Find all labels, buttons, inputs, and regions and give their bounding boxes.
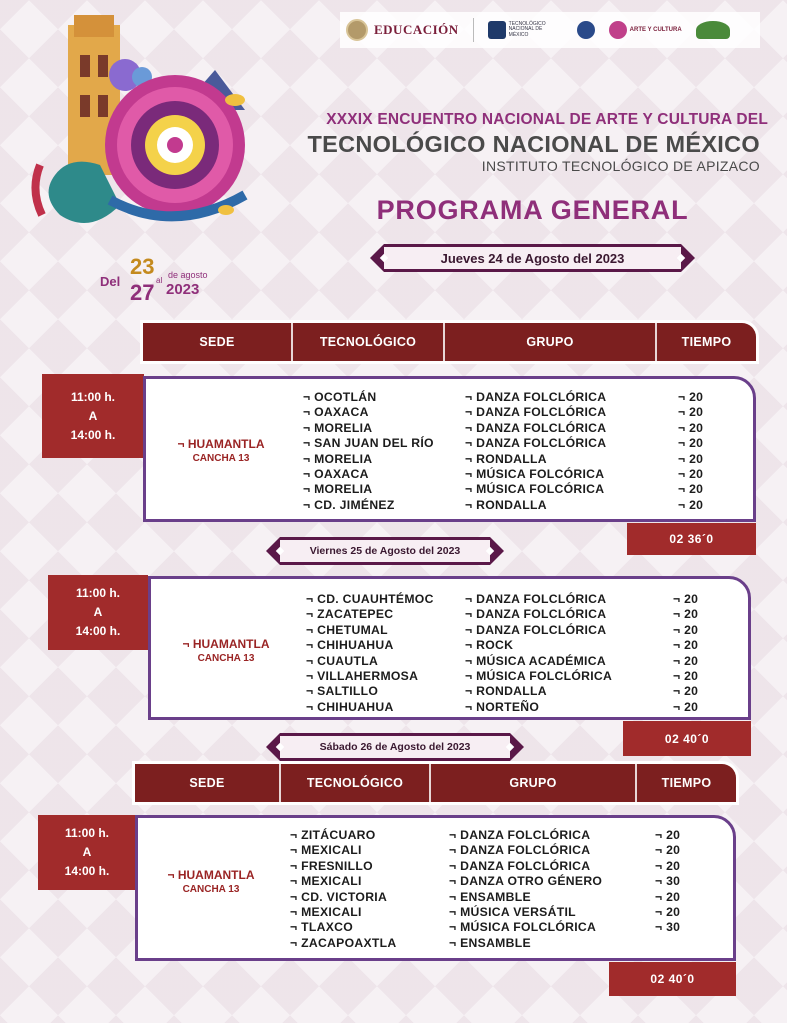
list-item: ¬ 20: [655, 905, 681, 920]
list-item: ¬ MÚSICA ACADÉMICA: [465, 653, 606, 668]
grupo-list: [465, 390, 606, 513]
page-title: PROGRAMA GENERAL: [376, 195, 689, 225]
list-item: ¬ 20: [678, 420, 704, 435]
list-item: ¬ CD. JIMÉNEZ: [303, 497, 395, 512]
list-item: ¬ RONDALLA: [465, 497, 547, 512]
sede-sub: CANCHA 13: [197, 653, 255, 664]
tiempo-list: [678, 390, 703, 513]
list-item: ¬ ENSAMBLE: [449, 935, 531, 950]
list-item: ¬ DANZA FOLCLÓRICA: [465, 592, 607, 606]
grupo-list: [449, 828, 602, 951]
list-item: ¬ 20: [673, 699, 699, 714]
header-tecnologico: TECNOLÓGICO: [293, 323, 445, 361]
list-item: ¬ 20: [678, 497, 704, 512]
list-item: ¬ DANZA FOLCLÓRICA: [449, 843, 591, 858]
list-item: ¬ MÚSICA FOLCLÓRICA: [449, 920, 597, 935]
list-item: ¬ DANZA FOLCLÓRICA: [449, 828, 591, 842]
day-ribbon: [266, 733, 524, 761]
time-end: 14:00 h.: [75, 624, 121, 638]
list-item: ¬ RONDALLA: [465, 684, 547, 699]
header-tecnologico: TECNOLÓGICO: [281, 764, 431, 802]
list-item: ¬ 20: [655, 828, 681, 842]
list-item: ¬ CHETUMAL: [306, 622, 388, 637]
apizaco-logo: [696, 21, 730, 39]
time-range: [42, 374, 144, 458]
list-item: ¬ 20: [673, 622, 699, 637]
list-item: ¬ 20: [678, 436, 704, 451]
list-item: ¬ OAXACA: [303, 467, 369, 482]
list-item: ¬ CUAUTLA: [306, 653, 379, 668]
date-badge-al: al: [156, 276, 163, 285]
list-item: ¬ 20: [673, 653, 699, 668]
grupo-list: [465, 592, 612, 715]
list-item: ¬ MEXICALI: [290, 905, 362, 920]
list-item: ¬ 20: [673, 669, 699, 684]
list-item: ¬ NORTEÑO: [465, 699, 540, 714]
list-item: ¬ 20: [678, 467, 704, 482]
mountain-icon: [696, 21, 730, 39]
time-sep: A: [82, 845, 92, 859]
time-range: [38, 815, 136, 890]
tiempo-list: [673, 592, 698, 715]
list-item: ¬ MÚSICA FOLCÓRICA: [465, 482, 605, 497]
header-grupo: GRUPO: [431, 764, 637, 802]
day-date: Jueves 24 de Agosto del 2023: [384, 244, 681, 272]
total-time: 02 36´0: [627, 523, 756, 555]
schedule-card: [135, 815, 736, 961]
list-item: ¬ 30: [655, 874, 681, 889]
time-start: 11:00 h.: [64, 826, 110, 840]
list-item: ¬ 20: [678, 390, 704, 404]
time-range: [48, 575, 148, 650]
header-grupo: GRUPO: [445, 323, 657, 361]
educacion-logo: [346, 19, 459, 41]
tiempo-list: [655, 828, 680, 936]
institution-title: TECNOLÓGICO NACIONAL DE MÉXICO: [307, 131, 760, 157]
day-date: Viernes 25 de Agosto del 2023: [280, 537, 490, 565]
list-item: ¬ OAXACA: [303, 405, 369, 420]
anniversary-icon: [577, 21, 595, 39]
arte-cultura-label: ARTE Y CULTURA: [629, 26, 682, 33]
list-item: ¬ 20: [673, 638, 699, 653]
day-date: Sábado 26 de Agosto del 2023: [280, 733, 510, 761]
list-item: ¬ 20: [673, 607, 699, 622]
list-item: ¬ DANZA FOLCLÓRICA: [465, 390, 607, 404]
day-ribbon: [370, 244, 695, 272]
list-item: ¬ FRESNILLO: [290, 858, 373, 873]
list-item: ¬ 20: [655, 843, 681, 858]
header-sede: SEDE: [143, 323, 293, 361]
sede-name: ¬ HUAMANTLA: [167, 868, 255, 882]
divider: [473, 18, 474, 42]
time-end: 14:00 h.: [70, 427, 116, 442]
date-badge-end: 27: [130, 280, 155, 305]
list-item: ¬ DANZA FOLCLÓRICA: [449, 858, 591, 873]
header-logos: [340, 12, 760, 48]
tecnologico-list: [303, 390, 434, 513]
list-item: ¬ DANZA FOLCLÓRICA: [465, 436, 607, 451]
list-item: ¬ CD. CUAUHTÉMOC: [306, 592, 434, 606]
list-item: ¬ 20: [673, 592, 699, 606]
list-item: ¬ ZITÁCUARO: [290, 828, 376, 842]
list-item: ¬ DANZA FOLCLÓRICA: [465, 622, 607, 637]
list-item: ¬ DANZA OTRO GÉNERO: [449, 874, 603, 889]
header-sede: SEDE: [135, 764, 281, 802]
time-start: 11:00 h.: [70, 389, 116, 404]
time-sep: A: [93, 605, 103, 619]
date-badge-month: de agosto: [168, 270, 208, 280]
list-item: ¬ ENSAMBLE: [449, 889, 531, 904]
list-item: ¬ MÚSICA VERSÁTIL: [449, 905, 576, 920]
schedule-card: [143, 376, 756, 522]
list-item: ¬ CHIHUAHUA: [306, 699, 394, 714]
sede-name: ¬ HUAMANTLA: [177, 437, 265, 451]
total-time: 02 40´0: [609, 962, 736, 996]
list-item: ¬ 20: [678, 482, 704, 497]
date-badge-del: Del: [100, 274, 121, 289]
tecnm-label: TECNOLÓGICO NACIONAL DE MÉXICO: [508, 20, 546, 38]
arte-cultura-logo: [609, 21, 682, 39]
time-end: 14:00 h.: [64, 864, 110, 878]
list-item: ¬ TLAXCO: [290, 920, 354, 935]
table-header: [143, 323, 756, 361]
list-item: ¬ CHIHUAHUA: [306, 638, 394, 653]
schedule-card: [148, 576, 751, 720]
date-badge-start: 23: [130, 254, 155, 279]
sede-name: ¬ HUAMANTLA: [182, 637, 270, 651]
sede-sub: CANCHA 13: [192, 453, 250, 464]
time-sep: A: [88, 408, 98, 423]
table-header: [135, 764, 736, 802]
time-start: 11:00 h.: [75, 586, 121, 600]
list-item: ¬ MÚSICA FOLCLÓRICA: [465, 669, 613, 684]
list-item: ¬ DANZA FOLCLÓRICA: [465, 405, 607, 420]
list-item: ¬ ZACATEPEC: [306, 607, 394, 622]
educacion-label: EDUCACIÓN: [374, 22, 459, 37]
list-item: ¬ 20: [655, 889, 681, 904]
list-item: ¬ RONDALLA: [465, 451, 547, 466]
anniversary-logo: [577, 21, 595, 39]
festival-illustration: [30, 15, 280, 245]
tecnm-icon: [488, 21, 506, 39]
seal-icon: [346, 19, 368, 41]
list-item: ¬ DANZA FOLCLÓRICA: [465, 607, 607, 622]
header-tiempo: TIEMPO: [661, 776, 712, 790]
sede-cell: [151, 637, 301, 664]
list-item: ¬ ROCK: [465, 638, 514, 653]
list-item: ¬ 20: [655, 858, 681, 873]
sede-sub: CANCHA 13: [182, 884, 240, 895]
list-item: ¬ SAN JUAN DEL RÍO: [303, 436, 434, 451]
tecnm-logo: [488, 21, 563, 39]
list-item: ¬ MEXICALI: [290, 874, 362, 889]
list-item: ¬ MÚSICA FOLCÓRICA: [465, 467, 605, 482]
list-item: ¬ MEXICALI: [290, 843, 362, 858]
date-badge-year: 2023: [166, 281, 200, 298]
list-item: ¬ MORELIA: [303, 420, 373, 435]
tecnologico-list: [290, 828, 396, 951]
sede-cell: [146, 437, 296, 464]
list-item: ¬ OCOTLÁN: [303, 390, 377, 404]
date-badge: [92, 254, 222, 306]
list-item: ¬ SALTILLO: [306, 684, 379, 699]
list-item: ¬ 20: [678, 405, 704, 420]
sede-cell: [138, 868, 284, 895]
tecnologico-list: [306, 592, 434, 715]
list-item: ¬ 20: [673, 684, 699, 699]
host-subtitle: INSTITUTO TECNOLÓGICO DE APIZACO: [481, 158, 760, 174]
header-tiempo: TIEMPO: [681, 335, 732, 349]
list-item: ¬ CD. VICTORIA: [290, 889, 388, 904]
list-item: ¬ DANZA FOLCLÓRICA: [465, 420, 607, 435]
flower-icon: [609, 21, 627, 39]
list-item: ¬ ZACAPOAXTLA: [290, 935, 397, 950]
total-time: 02 40´0: [623, 721, 751, 756]
list-item: ¬ 30: [655, 920, 681, 935]
list-item: ¬ MORELIA: [303, 451, 373, 466]
day-ribbon: [266, 537, 504, 565]
list-item: ¬ VILLAHERMOSA: [306, 669, 419, 684]
event-title: XXXIX ENCUENTRO NACIONAL DE ARTE Y CULTURA DEL: [326, 111, 768, 128]
list-item: ¬ MORELIA: [303, 482, 373, 497]
list-item: ¬ 20: [678, 451, 704, 466]
